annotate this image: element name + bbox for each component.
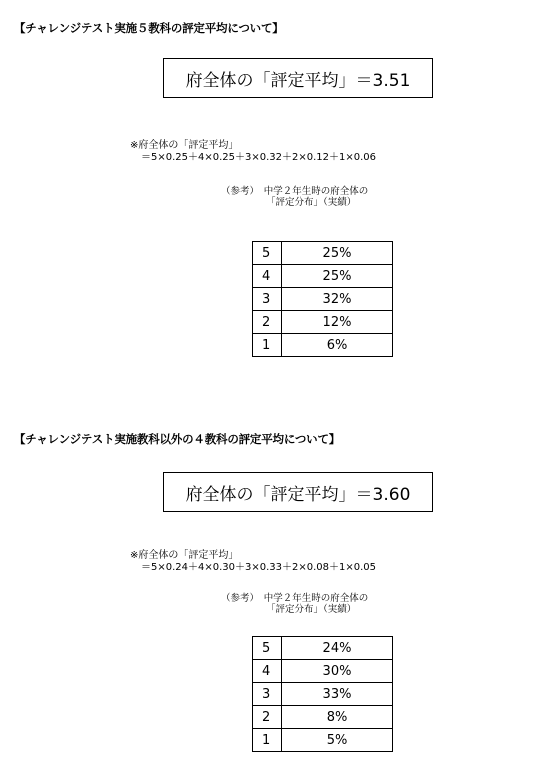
percent-cell: 8% <box>282 706 393 729</box>
percent-cell: 30% <box>282 660 393 683</box>
grade-cell: 4 <box>253 660 282 683</box>
grade-cell: 2 <box>253 311 282 334</box>
percent-cell: 33% <box>282 683 393 706</box>
percent-cell: 5% <box>282 729 393 752</box>
table-row <box>253 706 393 729</box>
section-2-heading: 【チャレンジテスト実施教科以外の４教科の評定平均について】 <box>14 432 341 446</box>
percent-cell: 24% <box>282 637 393 660</box>
table-row <box>253 683 393 706</box>
formula-label: ※府全体の「評定平均」 <box>130 550 239 561</box>
grade-cell: 5 <box>253 242 282 265</box>
percent-cell: 25% <box>282 242 393 265</box>
grade-cell: 3 <box>253 683 282 706</box>
table-row <box>253 311 393 334</box>
section-1-reference-note <box>221 186 368 208</box>
table-row <box>253 265 393 288</box>
table-row <box>253 242 393 265</box>
section-1-distribution-table <box>252 241 393 357</box>
percent-cell: 32% <box>282 288 393 311</box>
table-row <box>253 637 393 660</box>
section-2-reference-note <box>221 593 368 615</box>
table-row <box>253 660 393 683</box>
formula-expression: ＝5×0.24＋4×0.30＋3×0.33＋2×0.08＋1×0.05 <box>141 562 377 573</box>
formula-label: ※府全体の「評定平均」 <box>130 140 239 151</box>
grade-cell: 3 <box>253 288 282 311</box>
section-1-average-box: 府全体の「評定平均」＝3.51 <box>163 58 433 98</box>
section-2-formula <box>130 550 376 574</box>
percent-cell: 12% <box>282 311 393 334</box>
section-2-distribution-table <box>252 636 393 752</box>
grade-cell: 1 <box>253 729 282 752</box>
percent-cell: 6% <box>282 334 393 357</box>
table-row <box>253 334 393 357</box>
grade-cell: 2 <box>253 706 282 729</box>
grade-cell: 5 <box>253 637 282 660</box>
reference-line-1: （参考） 中学２年生時の府全体の <box>221 186 369 197</box>
formula-expression: ＝5×0.25＋4×0.25＋3×0.32＋2×0.12＋1×0.06 <box>141 152 377 163</box>
reference-line-1: （参考） 中学２年生時の府全体の <box>221 593 369 604</box>
section-2-average-box: 府全体の「評定平均」＝3.60 <box>163 472 433 512</box>
section-1-formula <box>130 140 376 164</box>
table-row <box>253 729 393 752</box>
reference-line-2: 「評定分布」（実績） <box>266 604 357 615</box>
section-1-heading: 【チャレンジテスト実施５教科の評定平均について】 <box>14 21 284 35</box>
reference-line-2: 「評定分布」（実績） <box>266 197 357 208</box>
table-row <box>253 288 393 311</box>
percent-cell: 25% <box>282 265 393 288</box>
grade-cell: 4 <box>253 265 282 288</box>
grade-cell: 1 <box>253 334 282 357</box>
